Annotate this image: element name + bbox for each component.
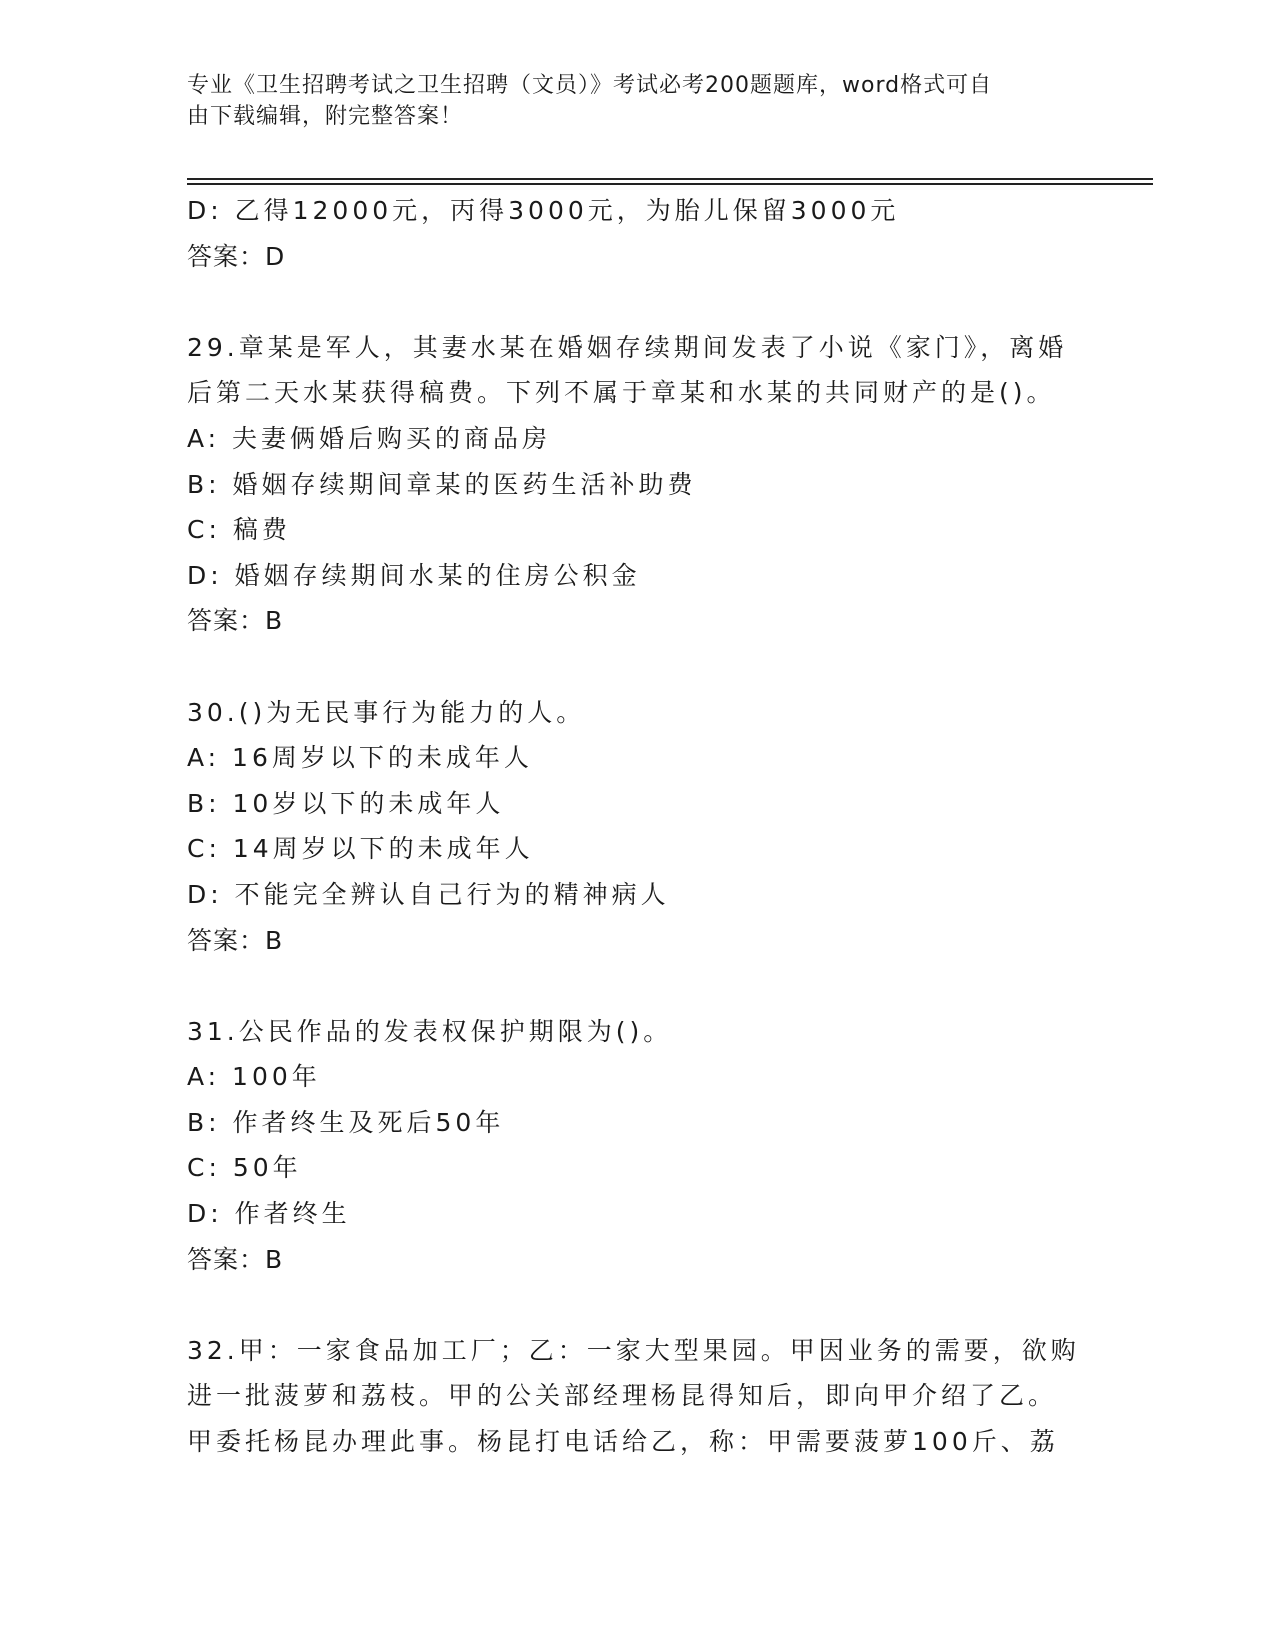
- option-b: B: 作者终生及死后50年: [187, 1107, 505, 1137]
- option-a: A: 夫妻俩婚后购买的商品房: [187, 423, 552, 453]
- header-divider-bottom: [187, 183, 1153, 185]
- spacer: [187, 644, 1087, 690]
- option-b: B: 10岁以下的未成年人: [187, 788, 505, 818]
- question-stem: 后第二天水某获得稿费。下列不属于章某和水某的共同财产的是()。: [187, 378, 1056, 408]
- question-31: [187, 1009, 1087, 1283]
- question-stem: 甲委托杨昆办理此事。杨昆打电话给乙，称：甲需要菠萝100斤、荔: [187, 1427, 1059, 1457]
- spacer: [187, 963, 1087, 1009]
- answer-line: 答案：D: [187, 241, 286, 271]
- header-divider-top: [187, 178, 1153, 180]
- question-stem: 29.章某是军人，其妻水某在婚姻存续期间发表了小说《家门》，离婚: [187, 332, 1068, 362]
- spacer: [187, 1282, 1087, 1328]
- option-b: B: 婚姻存续期间章某的医药生活补助费: [187, 469, 697, 499]
- option-a: A: 100年: [187, 1062, 321, 1092]
- option-d: D: 不能完全辨认自己行为的精神病人: [187, 879, 670, 909]
- previous-question-tail: [187, 188, 1087, 279]
- question-30: [187, 690, 1087, 964]
- option-d: D: 乙得12000元，丙得3000元，为胎儿保留3000元: [187, 196, 900, 225]
- document-body: [187, 188, 1087, 1465]
- option-d: D: 婚姻存续期间水某的住房公积金: [187, 560, 641, 590]
- option-c: C: 14周岁以下的未成年人: [187, 834, 534, 864]
- answer-line: 答案：B: [187, 606, 284, 636]
- spacer: [187, 279, 1087, 325]
- option-a: A: 16周岁以下的未成年人: [187, 743, 533, 773]
- question-stem: 30.()为无民事行为能力的人。: [187, 697, 586, 727]
- option-c: C: 50年: [187, 1153, 302, 1183]
- question-stem: 进一批菠萝和荔枝。甲的公关部经理杨昆得知后，即向甲介绍了乙。: [187, 1381, 1058, 1411]
- question-29: [187, 325, 1087, 644]
- question-32: [187, 1328, 1087, 1465]
- document-header: [187, 70, 1067, 132]
- question-stem: 32.甲：一家食品加工厂；乙：一家大型果园。甲因业务的需要，欲购: [187, 1335, 1080, 1365]
- header-line-1: 专业《卫生招聘考试之卫生招聘（文员）》考试必考200题题库，word格式可自: [187, 73, 993, 98]
- option-c: C: 稿费: [187, 515, 291, 545]
- question-stem: 31.公民作品的发表权保护期限为()。: [187, 1016, 673, 1046]
- answer-line: 答案：B: [187, 1244, 284, 1274]
- option-d: D: 作者终生: [187, 1199, 351, 1229]
- answer-line: 答案：B: [187, 925, 284, 955]
- header-line-2: 由下载编辑，附完整答案！: [187, 104, 464, 129]
